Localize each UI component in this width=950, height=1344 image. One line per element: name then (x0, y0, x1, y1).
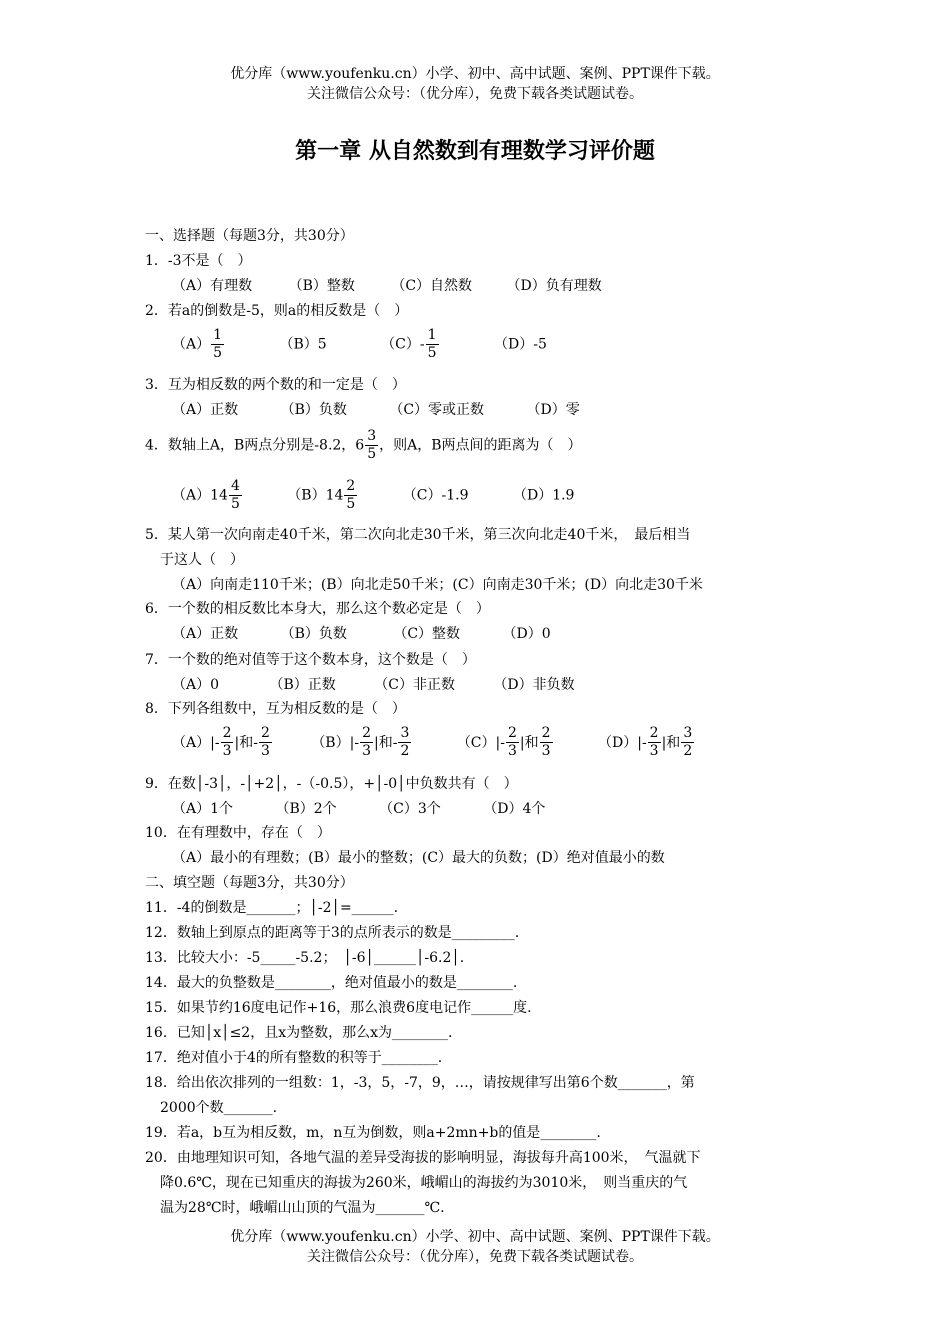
question-20: 20．由地理知识可知，各地气温的差异受海拔的影响明显，海拔每升高100米， 气温就下 (145, 1150, 701, 1166)
numerator: 2 (222, 725, 232, 741)
option-a: （A）正数 (172, 626, 239, 642)
question-8-options (172, 725, 695, 760)
option-d: （D）负有理数 (506, 278, 602, 294)
denominator: 5 (230, 496, 240, 512)
denominator: 3 (362, 743, 371, 759)
numerator: 2 (362, 725, 371, 741)
numerator: 3 (367, 428, 377, 444)
option-a: （A）1个 (172, 801, 234, 817)
question-5-options: （A）向南走110千米；(B）向北走50千米；(C）向南走30千米；(D）向北走30千米 (172, 577, 703, 593)
stem-text: ，则A，B两点间的距离为（ ） (379, 437, 582, 454)
option-text: |和- (234, 734, 258, 751)
fraction (648, 725, 661, 760)
option-d: （D）零 (526, 402, 580, 418)
option-text: |和- (373, 734, 398, 751)
fraction (360, 725, 373, 760)
question-20-cont-1: 降0.6℃，现在已知重庆的海拔为260米，峨嵋山的海拔约为3010米， 则当重庆的气 (160, 1175, 688, 1191)
header-line-2: 关注微信公众号：（优分库），免费下载各类试题试卷。 (307, 86, 643, 102)
option-d: （D）非负数 (493, 677, 575, 693)
denominator: 5 (367, 446, 377, 462)
numerator: 2 (541, 725, 551, 741)
numerator: 1 (427, 327, 437, 343)
question-12: 12．数轴上到原点的距离等于3的点所表示的数是_________. (145, 925, 520, 941)
denominator: 5 (213, 345, 223, 361)
question-8-stem: 8．下列各组数中，互为相反数的是（ ） (145, 701, 406, 717)
numerator: 2 (260, 725, 270, 741)
header-line-1: 优分库（www.youfenku.cn）小学、初中、高中试题、案例、PPT课件下载。 (230, 66, 720, 82)
numerator: 1 (213, 327, 223, 343)
option-d: （D）-5 (493, 336, 547, 353)
question-1-stem: 1．-3不是（ ） (145, 253, 252, 269)
question-6-stem: 6．一个数的相反数比本身大，那么这个数必定是（ ） (145, 601, 490, 617)
question-2-options (172, 327, 547, 362)
question-4-stem (145, 428, 582, 463)
fraction (229, 478, 242, 513)
question-3-options (172, 400, 580, 420)
question-10-stem: 10．在有理数中，存在（ ） (145, 825, 331, 841)
denominator: 3 (541, 743, 551, 759)
page-title: 第一章 从自然数到有理数学习评价题 (295, 139, 655, 164)
numerator: 2 (346, 478, 356, 494)
fraction (540, 725, 553, 760)
stem-text: 4．数轴上A，B两点分别是-8.2，6 (145, 437, 365, 454)
option-b: （B）负数 (280, 402, 347, 418)
question-7-stem: 7．一个数的绝对值等于这个数本身，这个数是（ ） (145, 652, 476, 668)
fraction (398, 725, 411, 760)
denominator: 3 (507, 743, 517, 759)
fraction (344, 478, 357, 513)
option-b: （B）整数 (288, 278, 355, 294)
question-15: 15．如果节约16度电记作+16，那么浪费6度电记作______度. (145, 1000, 532, 1016)
option-c: （C）自然数 (391, 278, 473, 294)
question-9-stem: 9．在数│-3│，-│+2│，-（-0.5），+│-0│中负数共有（ ） (145, 776, 518, 792)
option-a: （A）14 (172, 487, 228, 504)
option-text: （D）|- (598, 734, 647, 751)
option-c: （C）整数 (393, 626, 461, 642)
question-19: 19．若a，b互为相反数，m，n互为倒数，则a+2mn+b的值是________. (145, 1125, 601, 1141)
denominator: 2 (683, 743, 693, 759)
question-2-stem: 2．若a的倒数是-5，则a的相反数是（ ） (145, 303, 409, 319)
option-a: （A）正数 (172, 402, 239, 418)
question-1-options (172, 276, 602, 296)
question-3-stem: 3．互为相反数的两个数的和一定是（ ） (145, 377, 406, 393)
option-b: （B）负数 (280, 626, 347, 642)
fraction (426, 327, 439, 362)
fraction (221, 725, 234, 760)
option-c: （C）非正数 (374, 677, 455, 693)
question-14: 14．最大的负整数是________，绝对值最小的数是________. (145, 975, 518, 991)
option-text: （A）|- (172, 734, 220, 751)
denominator: 5 (427, 345, 437, 361)
numerator: 3 (400, 725, 410, 741)
option-d: （D）1.9 (512, 487, 575, 504)
option-c: （C）零或正数 (389, 402, 485, 418)
numerator: 4 (230, 478, 240, 494)
fraction (506, 725, 519, 760)
option-b: （B）5 (279, 336, 327, 353)
option-text: |和 (661, 734, 681, 751)
question-18-cont: 2000个数_______. (160, 1100, 278, 1116)
question-13: 13．比较大小：-5_____-5.2； │-6│______│-6.2│. (145, 950, 465, 966)
question-16: 16．已知│x│≤2，且x为整数，那么x为________. (145, 1025, 453, 1041)
question-9-options (172, 799, 545, 819)
numerator: 2 (507, 725, 517, 741)
option-c (456, 725, 554, 759)
option-c: （C）- (381, 336, 425, 353)
option-d (598, 725, 695, 759)
question-5-stem: 5．某人第一次向南走40千米，第二次向北走30千米，第三次向北走40千米， 最后相当 (145, 527, 691, 543)
question-7-options (172, 675, 575, 695)
fraction (211, 327, 224, 362)
question-6-options (172, 624, 551, 644)
footer-line-2: 关注微信公众号：（优分库），免费下载各类试题试卷。 (307, 1249, 643, 1265)
denominator: 3 (649, 743, 659, 759)
fraction (259, 725, 272, 760)
option-a: （A）有理数 (172, 278, 253, 294)
section-fill-heading: 二、填空题（每题3分，共30分） (145, 875, 354, 891)
option-text: （B）|- (311, 734, 360, 751)
option-a: （A）0 (172, 677, 220, 693)
option-b: （B）正数 (269, 677, 336, 693)
option-a (172, 725, 273, 759)
numerator: 3 (683, 725, 693, 741)
fraction (365, 428, 378, 463)
question-10-options: （A）最小的有理数；(B）最小的整数；(C）最大的负数；(D）绝对值最小的数 (172, 850, 665, 866)
option-d: （D）0 (502, 626, 551, 642)
option-b: （B）2个 (275, 801, 337, 817)
option-b: （B）14 (287, 487, 344, 504)
question-5-stem-cont: 于这人（ ） (160, 552, 244, 568)
option-a: （A） (172, 336, 211, 353)
numerator: 2 (649, 725, 659, 741)
question-11: 11．-4的倒数是_______；│-2│=______. (145, 900, 399, 916)
option-text: |和 (519, 734, 539, 751)
option-c: （C）3个 (379, 801, 441, 817)
option-c: （C）-1.9 (402, 487, 469, 504)
question-18: 18．给出依次排列的一组数：1，-3，5，-7，9，…，请按规律写出第6个数_______，第 (145, 1075, 695, 1091)
section-choice-heading: 一、选择题（每题3分，共30分） (145, 228, 354, 244)
option-d: （D）4个 (483, 801, 546, 817)
denominator: 3 (260, 743, 270, 759)
footer-line-1: 优分库（www.youfenku.cn）小学、初中、高中试题、案例、PPT课件下载。 (230, 1229, 720, 1245)
denominator: 2 (400, 743, 410, 759)
question-17: 17．绝对值小于4的所有整数的积等于________. (145, 1050, 443, 1066)
question-4-options (172, 478, 574, 513)
denominator: 5 (346, 496, 356, 512)
question-20-cont-2: 温为28℃时，峨嵋山山顶的气温为_______℃. (160, 1200, 445, 1216)
fraction (681, 725, 694, 760)
option-b (311, 725, 412, 759)
option-text: （C）|- (456, 734, 505, 751)
denominator: 3 (222, 743, 232, 759)
